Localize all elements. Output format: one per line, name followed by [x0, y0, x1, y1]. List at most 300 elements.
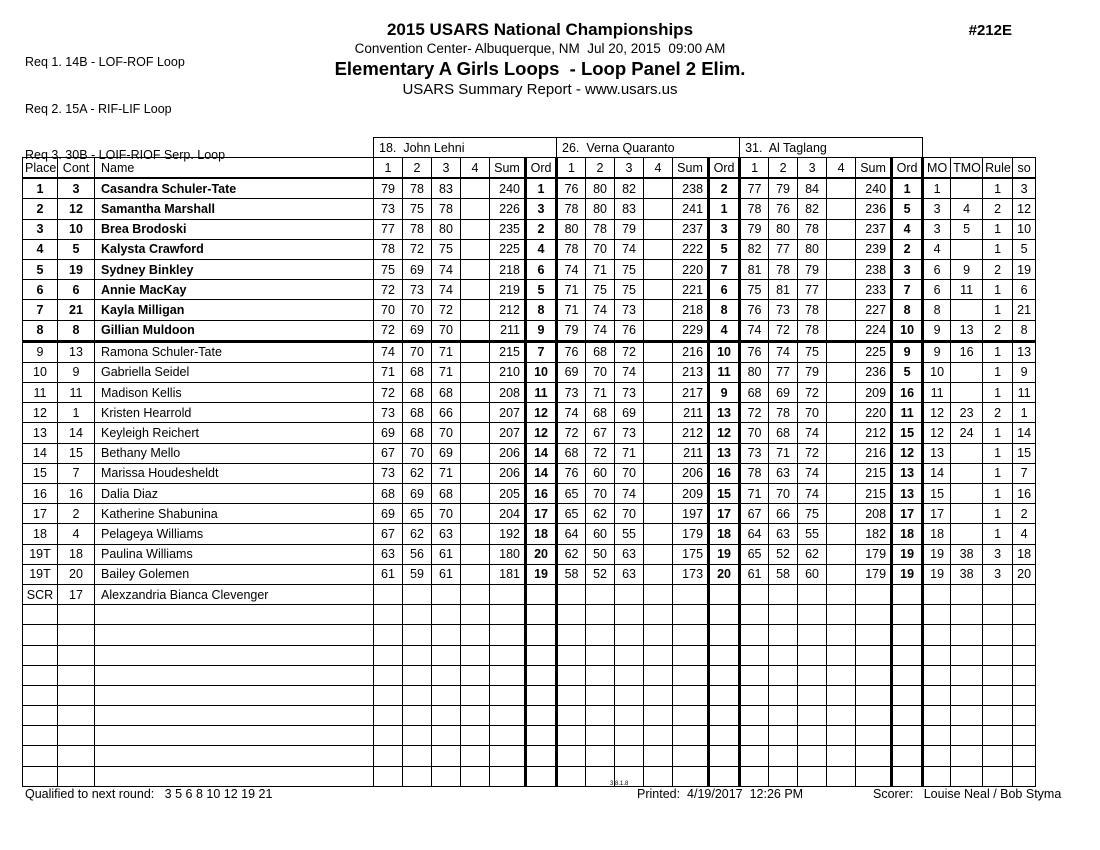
judge1-score-2-cell [403, 584, 432, 604]
judge1-score-2-cell [403, 766, 432, 786]
judge2-score-3-cell: 82 [615, 178, 644, 199]
place-cell: 19T [23, 544, 58, 564]
judge1-score-2-cell: 68 [403, 403, 432, 423]
result-row [23, 463, 1036, 483]
judge1-score-1-cell [374, 605, 403, 625]
judge3-score-1-cell: 82 [740, 239, 769, 259]
so-cell: 4 [1013, 524, 1036, 544]
empty-row [23, 746, 1036, 766]
scorer-credit: Scorer: Louise Neal / Bob Styma [873, 787, 1062, 801]
mo-cell: 6 [923, 280, 951, 300]
so-cell: 8 [1013, 320, 1036, 341]
rule-cell: 1 [983, 383, 1013, 403]
judge2-score-4-cell [644, 463, 673, 483]
so-cell: 9 [1013, 362, 1036, 382]
judge1-score-2-cell: 56 [403, 544, 432, 564]
judge2-score-3-cell [615, 706, 644, 726]
name-cell: Kristen Hearrold [95, 403, 374, 423]
tmo-cell [951, 362, 983, 382]
judge2-sum-cell [673, 665, 709, 685]
judge2-score-3-cell: 79 [615, 219, 644, 239]
cont-cell: 15 [58, 443, 95, 463]
judge2-ord-cell: 1 [709, 199, 740, 219]
judge1-sum-cell: 181 [490, 564, 526, 584]
cont-cell: 1 [58, 403, 95, 423]
judge3-score-2-cell [769, 746, 798, 766]
judge3-ord-cell: 11 [892, 403, 923, 423]
judge3-sum-cell [856, 584, 892, 604]
col-header-judge1-score-3: 3 [432, 158, 461, 179]
name-cell: Gabriella Seidel [95, 362, 374, 382]
mo-cell: 19 [923, 544, 951, 564]
judge3-score-4-cell [827, 300, 856, 320]
judge1-ord-cell: 5 [526, 280, 557, 300]
judge3-score-2-cell [769, 584, 798, 604]
judge2-ord-cell [709, 706, 740, 726]
judge2-score-2-cell: 80 [586, 178, 615, 199]
col-header-judge3-score-2: 2 [769, 158, 798, 179]
judge3-score-2-cell: 79 [769, 178, 798, 199]
judge3-sum-cell: 227 [856, 300, 892, 320]
judge1-score-3-cell: 74 [432, 280, 461, 300]
judge3-score-3-cell: 55 [798, 524, 827, 544]
judge1-ord-cell: 11 [526, 383, 557, 403]
judge3-score-4-cell [827, 685, 856, 705]
col-header-judge2-score-1: 1 [557, 158, 586, 179]
tmo-cell: 38 [951, 564, 983, 584]
judge1-score-3-cell [432, 584, 461, 604]
judge1-sum-cell: 225 [490, 239, 526, 259]
judge2-ord-cell [709, 665, 740, 685]
judge2-score-2-cell [586, 726, 615, 746]
judge3-score-2-cell: 80 [769, 219, 798, 239]
place-cell: 8 [23, 320, 58, 341]
judge1-score-4-cell [461, 341, 490, 362]
judge3-score-1-cell: 74 [740, 320, 769, 341]
judge1-score-3-cell: 80 [432, 219, 461, 239]
judge1-score-2-cell [403, 706, 432, 726]
judge3-score-3-cell [798, 685, 827, 705]
so-cell: 19 [1013, 259, 1036, 279]
mo-cell [923, 645, 951, 665]
judge3-score-1-cell: 76 [740, 341, 769, 362]
judge1-score-3-cell: 70 [432, 504, 461, 524]
judge1-score-4-cell [461, 504, 490, 524]
so-cell [1013, 685, 1036, 705]
name-cell: Pelageya Williams [95, 524, 374, 544]
place-cell [23, 726, 58, 746]
so-cell: 20 [1013, 564, 1036, 584]
judge2-score-3-cell: 75 [615, 259, 644, 279]
judge2-score-2-cell: 70 [586, 362, 615, 382]
judge2-ord-cell: 13 [709, 403, 740, 423]
judge2-ord-cell: 8 [709, 300, 740, 320]
empty-row [23, 645, 1036, 665]
so-cell: 7 [1013, 463, 1036, 483]
judge1-score-1-cell: 75 [374, 259, 403, 279]
judge3-ord-cell: 10 [892, 320, 923, 341]
cont-cell: 13 [58, 341, 95, 362]
judge1-ord-cell: 9 [526, 320, 557, 341]
judge1-score-2-cell: 78 [403, 178, 432, 199]
judge2-ord-cell: 7 [709, 259, 740, 279]
judge3-sum-cell: 182 [856, 524, 892, 544]
judge3-score-2-cell: 66 [769, 504, 798, 524]
judge2-score-2-cell [586, 706, 615, 726]
rule-cell: 1 [983, 504, 1013, 524]
judge1-score-3-cell: 63 [432, 524, 461, 544]
judge2-score-4-cell [644, 584, 673, 604]
name-cell [95, 605, 374, 625]
judge1-score-1-cell: 72 [374, 280, 403, 300]
place-cell: 16 [23, 484, 58, 504]
judge2-score-4-cell [644, 280, 673, 300]
judge2-ord-cell [709, 645, 740, 665]
cont-cell [58, 645, 95, 665]
judge1-ord-cell [526, 726, 557, 746]
results-head [23, 138, 1036, 179]
judge2-ord-cell [709, 605, 740, 625]
judge2-score-3-cell: 74 [615, 239, 644, 259]
judge2-sum-cell: 206 [673, 463, 709, 483]
name-cell: Katherine Shabunina [95, 504, 374, 524]
judge3-score-2-cell: 76 [769, 199, 798, 219]
tmo-cell: 23 [951, 403, 983, 423]
mo-cell: 12 [923, 403, 951, 423]
judge2-score-4-cell [644, 362, 673, 382]
judge1-score-1-cell: 69 [374, 423, 403, 443]
judge1-score-3-cell: 61 [432, 544, 461, 564]
judge2-score-4-cell [644, 199, 673, 219]
judge3-score-4-cell [827, 362, 856, 382]
judge3-sum-cell: 212 [856, 423, 892, 443]
judge1-score-3-cell: 74 [432, 259, 461, 279]
judge3-score-3-cell: 82 [798, 199, 827, 219]
judge1-ord-cell: 19 [526, 564, 557, 584]
col-header-judge3-score-1: 1 [740, 158, 769, 179]
judge2-ord-cell: 15 [709, 484, 740, 504]
judge2-score-3-cell: 73 [615, 423, 644, 443]
mo-cell: 13 [923, 443, 951, 463]
name-cell [95, 726, 374, 746]
name-cell [95, 685, 374, 705]
result-row [23, 383, 1036, 403]
judge3-ord-cell [892, 645, 923, 665]
judge1-sum-cell: 219 [490, 280, 526, 300]
col-header-place: Place [23, 158, 58, 179]
judge2-score-4-cell [644, 726, 673, 746]
judge1-sum-cell: 211 [490, 320, 526, 341]
judge3-ord-cell [892, 584, 923, 604]
judge1-score-4-cell [461, 259, 490, 279]
col-header-judge3-ord: Ord [892, 158, 923, 179]
judge1-score-3-cell: 83 [432, 178, 461, 199]
judge1-score-1-cell: 69 [374, 504, 403, 524]
judge2-score-4-cell [644, 685, 673, 705]
judge3-score-1-cell [740, 685, 769, 705]
judge1-score-3-cell [432, 645, 461, 665]
judge1-score-2-cell: 70 [403, 443, 432, 463]
result-row [23, 443, 1036, 463]
judge2-score-4-cell [644, 504, 673, 524]
judge1-score-1-cell [374, 746, 403, 766]
col-header-judge1-score-1: 1 [374, 158, 403, 179]
judge2-score-2-cell [586, 584, 615, 604]
judge2-score-2-cell [586, 605, 615, 625]
judge1-score-1-cell: 63 [374, 544, 403, 564]
judge3-score-2-cell: 74 [769, 341, 798, 362]
name-cell [95, 645, 374, 665]
cont-cell: 6 [58, 280, 95, 300]
judge1-score-4-cell [461, 726, 490, 746]
judge2-sum-cell: 220 [673, 259, 709, 279]
mo-cell: 18 [923, 524, 951, 544]
judge1-sum-cell: 207 [490, 423, 526, 443]
place-cell: 3 [23, 219, 58, 239]
judge3-score-4-cell [827, 605, 856, 625]
rule-cell [983, 746, 1013, 766]
judge3-sum-cell [856, 685, 892, 705]
judge3-score-4-cell [827, 320, 856, 341]
name-cell [95, 766, 374, 786]
judge2-score-4-cell [644, 605, 673, 625]
result-row [23, 280, 1036, 300]
rule-cell: 2 [983, 259, 1013, 279]
name-cell: Marissa Houdesheldt [95, 463, 374, 483]
judge1-score-4-cell [461, 605, 490, 625]
judge3-score-4-cell [827, 280, 856, 300]
tmo-cell [951, 504, 983, 524]
mo-cell: 11 [923, 383, 951, 403]
judge2-sum-cell [673, 685, 709, 705]
report-line: USARS Summary Report - www.usars.us [402, 81, 678, 98]
judge3-score-3-cell: 78 [798, 320, 827, 341]
judge3-score-3-cell: 74 [798, 484, 827, 504]
judge1-ord-cell: 14 [526, 463, 557, 483]
judge3-score-4-cell [827, 403, 856, 423]
judge1-score-2-cell: 69 [403, 484, 432, 504]
judge1-sum-cell: 206 [490, 443, 526, 463]
judge1-score-4-cell [461, 320, 490, 341]
judge1-score-3-cell [432, 625, 461, 645]
judge3-score-4-cell [827, 524, 856, 544]
judge1-ord-cell [526, 706, 557, 726]
judge1-sum-cell [490, 685, 526, 705]
mo-cell: 1 [923, 178, 951, 199]
rule-cell: 3 [983, 564, 1013, 584]
empty-row [23, 685, 1036, 705]
cont-cell: 10 [58, 219, 95, 239]
col-header-judge1-ord: Ord [526, 158, 557, 179]
name-cell: Keyleigh Reichert [95, 423, 374, 443]
judge3-score-4-cell [827, 766, 856, 786]
judge2-score-3-cell: 76 [615, 320, 644, 341]
judge3-sum-cell: 236 [856, 199, 892, 219]
rule-cell: 1 [983, 341, 1013, 362]
col-header-judge1-sum: Sum [490, 158, 526, 179]
judge2-score-1-cell: 71 [557, 300, 586, 320]
judge1-score-4-cell [461, 199, 490, 219]
judge1-score-4-cell [461, 383, 490, 403]
judge2-score-4-cell [644, 320, 673, 341]
judge3-sum-cell: 224 [856, 320, 892, 341]
judge3-score-3-cell: 60 [798, 564, 827, 584]
judge3-sum-cell: 209 [856, 383, 892, 403]
judge3-score-1-cell [740, 645, 769, 665]
cont-cell: 5 [58, 239, 95, 259]
judge2-score-1-cell: 80 [557, 219, 586, 239]
place-cell [23, 605, 58, 625]
result-row [23, 300, 1036, 320]
tmo-cell [951, 665, 983, 685]
judge2-score-2-cell: 62 [586, 504, 615, 524]
judge3-score-4-cell [827, 239, 856, 259]
judge3-score-1-cell [740, 584, 769, 604]
cont-cell: 21 [58, 300, 95, 320]
judge3-ord-cell: 12 [892, 443, 923, 463]
result-row [23, 199, 1036, 219]
name-cell: Casandra Schuler-Tate [95, 178, 374, 199]
mo-cell: 9 [923, 320, 951, 341]
judge1-score-3-cell: 75 [432, 239, 461, 259]
judge3-score-2-cell [769, 605, 798, 625]
col-header-judge3-score-3: 3 [798, 158, 827, 179]
judge2-sum-cell: 179 [673, 524, 709, 544]
col-header-mo: MO [923, 158, 951, 179]
name-cell: Gillian Muldoon [95, 320, 374, 341]
so-cell [1013, 766, 1036, 786]
judge1-sum-cell [490, 726, 526, 746]
judge1-score-4-cell [461, 544, 490, 564]
mo-cell [923, 605, 951, 625]
name-cell: Alexzandria Bianca Clevenger [95, 584, 374, 604]
judge3-score-1-cell: 80 [740, 362, 769, 382]
judge1-sum-cell [490, 645, 526, 665]
judge2-score-4-cell [644, 383, 673, 403]
judge3-ord-cell [892, 746, 923, 766]
judge1-score-1-cell [374, 706, 403, 726]
name-cell [95, 706, 374, 726]
judge1-sum-cell: 226 [490, 199, 526, 219]
judge3-score-1-cell: 65 [740, 544, 769, 564]
judge1-score-3-cell [432, 746, 461, 766]
judge2-score-3-cell: 74 [615, 362, 644, 382]
judge2-score-1-cell: 78 [557, 239, 586, 259]
judge1-sum-cell: 192 [490, 524, 526, 544]
judge1-score-3-cell: 66 [432, 403, 461, 423]
judge3-ord-cell: 7 [892, 280, 923, 300]
judge2-score-1-cell: 73 [557, 383, 586, 403]
judge3-ord-cell [892, 605, 923, 625]
rule-cell: 1 [983, 443, 1013, 463]
so-cell [1013, 706, 1036, 726]
rule-cell: 1 [983, 178, 1013, 199]
col-header-judge2-score-2: 2 [586, 158, 615, 179]
judge3-sum-cell [856, 726, 892, 746]
judge1-score-3-cell [432, 766, 461, 786]
judge2-sum-cell: 222 [673, 239, 709, 259]
judge3-score-2-cell: 81 [769, 280, 798, 300]
judge1-ord-cell: 8 [526, 300, 557, 320]
judge1-score-3-cell: 68 [432, 383, 461, 403]
judge3-score-3-cell [798, 665, 827, 685]
judge1-score-4-cell [461, 524, 490, 544]
judge3-ord-cell [892, 726, 923, 746]
requirement-1: Req 1. 14B - LOF-ROF Loop [25, 55, 185, 69]
judge1-score-4-cell [461, 625, 490, 645]
judge2-ord-cell [709, 625, 740, 645]
judge1-score-1-cell [374, 584, 403, 604]
judge2-sum-cell: 211 [673, 403, 709, 423]
judge2-score-1-cell [557, 584, 586, 604]
judge2-ord-cell: 10 [709, 341, 740, 362]
place-cell: 12 [23, 403, 58, 423]
tmo-cell [951, 726, 983, 746]
judge1-sum-cell [490, 746, 526, 766]
judge3-score-3-cell [798, 625, 827, 645]
judge1-score-2-cell: 75 [403, 199, 432, 219]
judge2-score-4-cell [644, 341, 673, 362]
tmo-cell [951, 239, 983, 259]
judge2-score-3-cell: 70 [615, 463, 644, 483]
rule-cell: 1 [983, 484, 1013, 504]
tmo-cell: 13 [951, 320, 983, 341]
judge2-score-4-cell [644, 219, 673, 239]
judge1-score-1-cell: 70 [374, 300, 403, 320]
judge2-score-3-cell: 74 [615, 484, 644, 504]
judge-name-row [23, 138, 1036, 158]
judge3-score-2-cell: 72 [769, 320, 798, 341]
judge1-score-4-cell [461, 403, 490, 423]
judge3-sum-cell: 179 [856, 544, 892, 564]
so-cell: 2 [1013, 504, 1036, 524]
rule-cell: 2 [983, 403, 1013, 423]
judge3-score-2-cell: 58 [769, 564, 798, 584]
judge3-ord-cell: 9 [892, 341, 923, 362]
judge1-score-3-cell [432, 665, 461, 685]
empty-row [23, 605, 1036, 625]
judge3-score-4-cell [827, 443, 856, 463]
judge2-ord-cell: 9 [709, 383, 740, 403]
judge1-sum-cell: 206 [490, 463, 526, 483]
name-cell: Paulina Williams [95, 544, 374, 564]
judge-header-3: 31. Al Taglang [740, 138, 923, 158]
judge2-score-2-cell [586, 625, 615, 645]
judge3-ord-cell [892, 685, 923, 705]
judge1-score-1-cell: 67 [374, 524, 403, 544]
judge2-sum-cell [673, 645, 709, 665]
qualified-note: Qualified to next round: 3 5 6 8 10 12 19 21 [25, 787, 273, 801]
judge2-score-4-cell [644, 524, 673, 544]
cont-cell [58, 766, 95, 786]
judge3-score-4-cell [827, 423, 856, 443]
judge3-score-4-cell [827, 463, 856, 483]
name-cell: Dalia Diaz [95, 484, 374, 504]
mo-cell: 9 [923, 341, 951, 362]
judge2-score-4-cell [644, 443, 673, 463]
judge3-score-4-cell [827, 746, 856, 766]
judge2-ord-cell: 12 [709, 423, 740, 443]
judge2-score-4-cell [644, 239, 673, 259]
place-cell: 10 [23, 362, 58, 382]
judge2-score-2-cell [586, 665, 615, 685]
judge3-score-1-cell: 73 [740, 443, 769, 463]
name-cell: Sydney Binkley [95, 259, 374, 279]
judge-header-2: 26. Verna Quaranto [557, 138, 740, 158]
so-cell: 10 [1013, 219, 1036, 239]
place-cell: 19T [23, 564, 58, 584]
judge2-score-4-cell [644, 178, 673, 199]
